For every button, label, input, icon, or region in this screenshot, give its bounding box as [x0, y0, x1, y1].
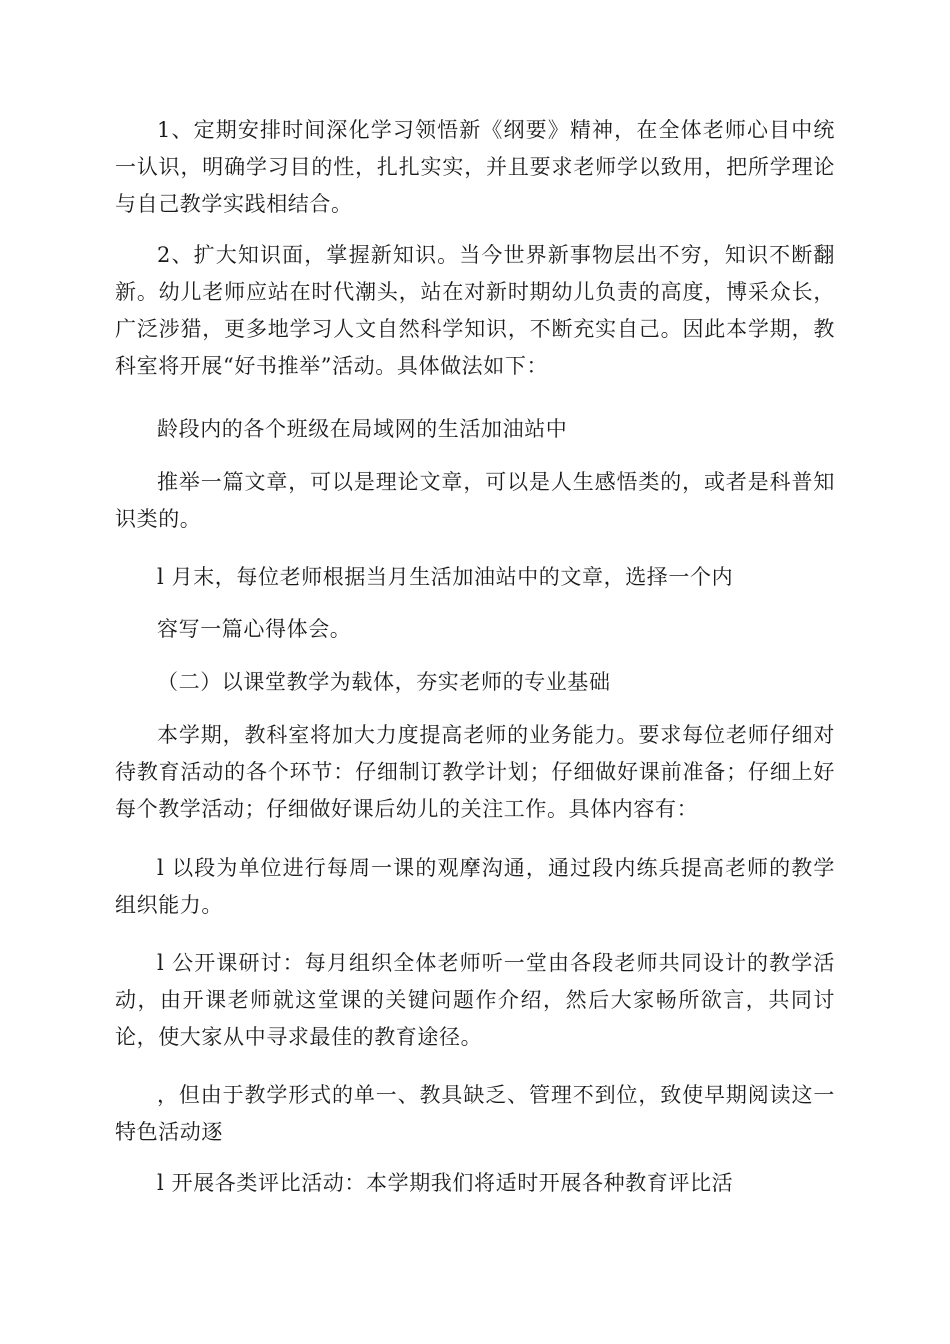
paragraph-reading-activity: ，但由于教学形式的单一、教具缺乏、管理不到位，致使早期阅读这一特色活动逐	[115, 1083, 835, 1144]
paragraph-improve-ability: 本学期，教科室将加大力度提高老师的业务能力。要求每位老师仔细对待教育活动的各个环节：仔细制订教学计划；仔细做好课前准备；仔细上好每个教学活动；仔细做好课后幼儿的关注工作。具体内容有：	[115, 723, 835, 821]
paragraph-study-outline: 1、定期安排时间深化学习领悟新《纲要》精神，在全体老师心目中统一认识，明确学习目的性，扎扎实实，并且要求老师学以致用，把所学理论与自己教学实践相结合。	[115, 118, 835, 216]
paragraph-weekly-observation: l 以段为单位进行每周一课的观摩沟通，通过段内练兵提高老师的教学组织能力。	[115, 856, 835, 917]
paragraph-write-reflection: 容写一篇心得体会。	[157, 617, 352, 641]
section-heading-classroom-teaching: （二）以课堂教学为载体，夯实老师的专业基础	[157, 670, 611, 694]
paragraph-expand-knowledge: 2、扩大知识面，掌握新知识。当今世界新事物层出不穷，知识不断翻新。幼儿老师应站在时代潮头，站在对新时期幼儿负责的高度，博采众长，广泛涉猎，更多地学习人文自然科学知识，不断充实自己。因此本学期，教科室将开展“好书推举”活动。具体做法如下：	[115, 243, 835, 378]
paragraph-recommend-article: 推举一篇文章，可以是理论文章，可以是人生感悟类的，或者是科普知识类的。	[115, 470, 835, 531]
paragraph-evaluation-activities: l 开展各类评比活动：本学期我们将适时开展各种教育评比活	[157, 1171, 734, 1195]
paragraph-open-class-discussion: l 公开课研讨：每月组织全体老师听一堂由各段老师共同设计的教学活动，由开课老师就这堂课的关键问题作介绍，然后大家畅所欲言，共同讨论，使大家从中寻求最佳的教育途径。	[115, 951, 835, 1049]
paragraph-age-group-classes: 龄段内的各个班级在局域网的生活加油站中	[157, 417, 568, 441]
paragraph-month-end: l 月末，每位老师根据当月生活加油站中的文章，选择一个内	[157, 565, 734, 589]
